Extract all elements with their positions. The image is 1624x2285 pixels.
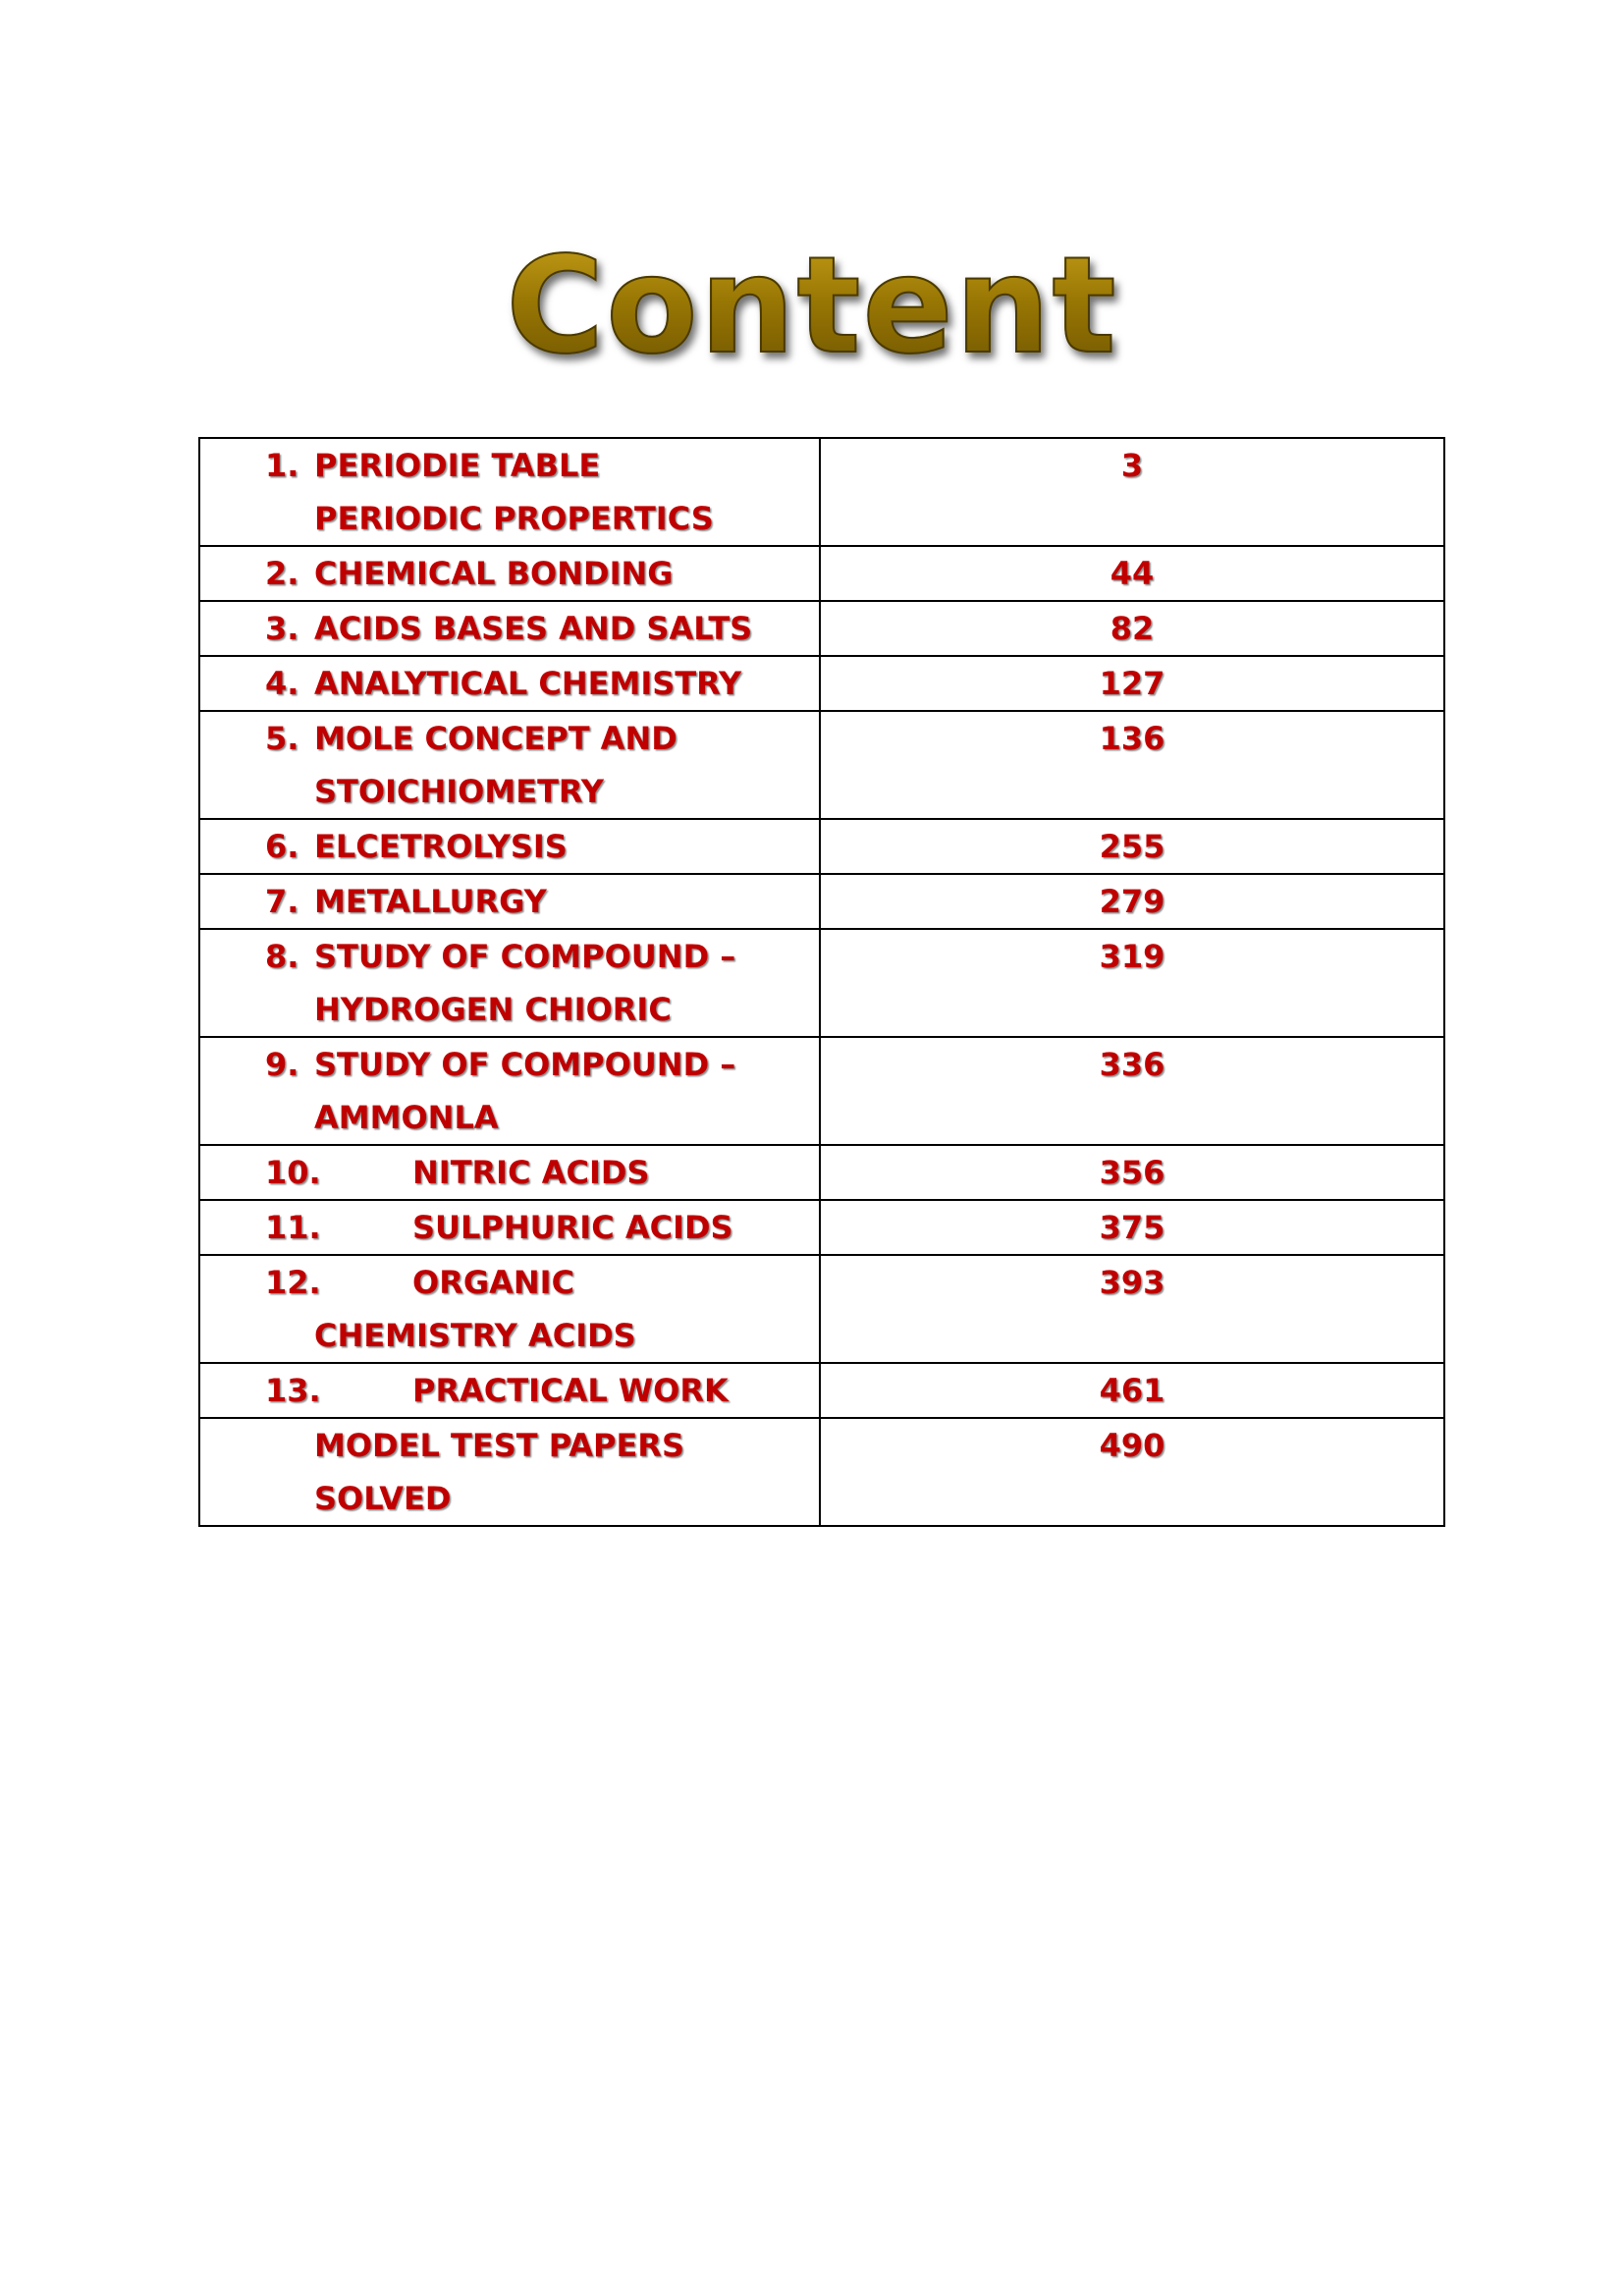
page-number: 255 [1099, 828, 1165, 865]
toc-page-cell [820, 874, 1444, 929]
entry-number: 6. [265, 828, 299, 865]
table-row [199, 819, 1444, 874]
entry-title-line: METALLURGY [314, 883, 547, 920]
entry-title-line: PERIODIE TABLE [314, 447, 601, 484]
table-row [199, 874, 1444, 929]
page-number: 393 [1099, 1264, 1165, 1301]
entry-title-line: PERIODIC PROPERTICS [314, 500, 714, 537]
entry-title-line: CHEMICAL BONDING [314, 555, 674, 592]
entry-title-line: AMMONLA [314, 1099, 499, 1136]
page-number: 336 [1099, 1046, 1165, 1083]
table-row [199, 1418, 1444, 1526]
entry-title-line: MODEL TEST PAPERS [314, 1427, 684, 1464]
toc-page-cell [820, 1255, 1444, 1363]
table-row [199, 438, 1444, 546]
toc-entry-cell [199, 711, 820, 819]
table-row [199, 1255, 1444, 1363]
page-number: 490 [1099, 1427, 1165, 1464]
toc-page-cell [820, 1145, 1444, 1200]
toc-entry-cell [199, 656, 820, 711]
toc-page-cell [820, 819, 1444, 874]
page-number: 356 [1099, 1154, 1165, 1191]
entry-number: 8. [265, 938, 299, 975]
table-row [199, 546, 1444, 601]
toc-entry-cell [199, 601, 820, 656]
entry-title-line: HYDROGEN CHIORIC [314, 991, 672, 1028]
toc-page-cell [820, 929, 1444, 1037]
entry-title-line: ANALYTICAL CHEMISTRY [314, 665, 742, 702]
table-row [199, 656, 1444, 711]
page-number: 461 [1099, 1372, 1165, 1409]
indent-spacer [265, 1309, 314, 1362]
table-of-contents [198, 437, 1445, 1527]
toc-entry-cell [199, 546, 820, 601]
entry-number: 13. [265, 1372, 321, 1409]
entry-title-line: SULPHURIC ACIDS [412, 1209, 733, 1246]
page-number: 375 [1099, 1209, 1165, 1246]
toc-page-cell [820, 1037, 1444, 1145]
entry-title-line: CHEMISTRY ACIDS [314, 1317, 636, 1354]
table-row [199, 1037, 1444, 1145]
entry-title-line: STUDY OF COMPOUND – [314, 938, 736, 975]
page-number: 136 [1099, 720, 1165, 757]
table-row [199, 1363, 1444, 1418]
entry-number: 11. [265, 1209, 321, 1246]
page-number: 319 [1099, 938, 1165, 975]
toc-entry-cell [199, 874, 820, 929]
toc-page-cell [820, 1418, 1444, 1526]
table-row [199, 1145, 1444, 1200]
table-row [199, 1200, 1444, 1255]
toc-entry-cell [199, 819, 820, 874]
table-row [199, 601, 1444, 656]
toc-entry-cell [199, 929, 820, 1037]
entry-title-line: ELCETROLYSIS [314, 828, 568, 865]
entry-title-line: SOLVED [314, 1480, 452, 1517]
entry-title-line: ORGANIC [412, 1264, 575, 1301]
table-row [199, 929, 1444, 1037]
entry-number: 4. [265, 665, 299, 702]
page-number: 3 [1120, 447, 1144, 484]
toc-page-cell [820, 546, 1444, 601]
toc-entry-cell [199, 438, 820, 546]
toc-page-cell [820, 438, 1444, 546]
toc-entry-cell [199, 1200, 820, 1255]
entry-number: 12. [265, 1264, 321, 1301]
toc-page-cell [820, 1200, 1444, 1255]
toc-page-cell [820, 656, 1444, 711]
page-number: 82 [1110, 610, 1155, 647]
entry-number: 9. [265, 1046, 299, 1083]
page-number: 44 [1110, 555, 1155, 592]
entry-number: 10. [265, 1154, 321, 1191]
entry-number: 1. [265, 447, 299, 484]
entry-title-line: STUDY OF COMPOUND – [314, 1046, 736, 1083]
entry-title-line: NITRIC ACIDS [412, 1154, 650, 1191]
entry-title-line: STOICHIOMETRY [314, 773, 604, 810]
page-number: 279 [1099, 883, 1165, 920]
toc-page-cell [820, 1363, 1444, 1418]
entry-number: 3. [265, 610, 299, 647]
entry-number: 7. [265, 883, 299, 920]
toc-entry-cell [199, 1418, 820, 1526]
entry-number: 2. [265, 555, 299, 592]
entry-title-line: ACIDS BASES AND SALTS [314, 610, 753, 647]
page-title: Content [0, 228, 1624, 385]
table-row [199, 711, 1444, 819]
toc-entry-cell [199, 1255, 820, 1363]
toc-entry-cell [199, 1037, 820, 1145]
toc-entry-cell [199, 1145, 820, 1200]
toc-page-cell [820, 711, 1444, 819]
entry-number [265, 1419, 314, 1525]
page-number: 127 [1099, 665, 1165, 702]
entry-title-line: MOLE CONCEPT AND [314, 720, 677, 757]
entry-number: 5. [265, 720, 299, 757]
toc-page-cell [820, 601, 1444, 656]
toc-entry-cell [199, 1363, 820, 1418]
entry-title-line: PRACTICAL WORK [412, 1372, 729, 1409]
